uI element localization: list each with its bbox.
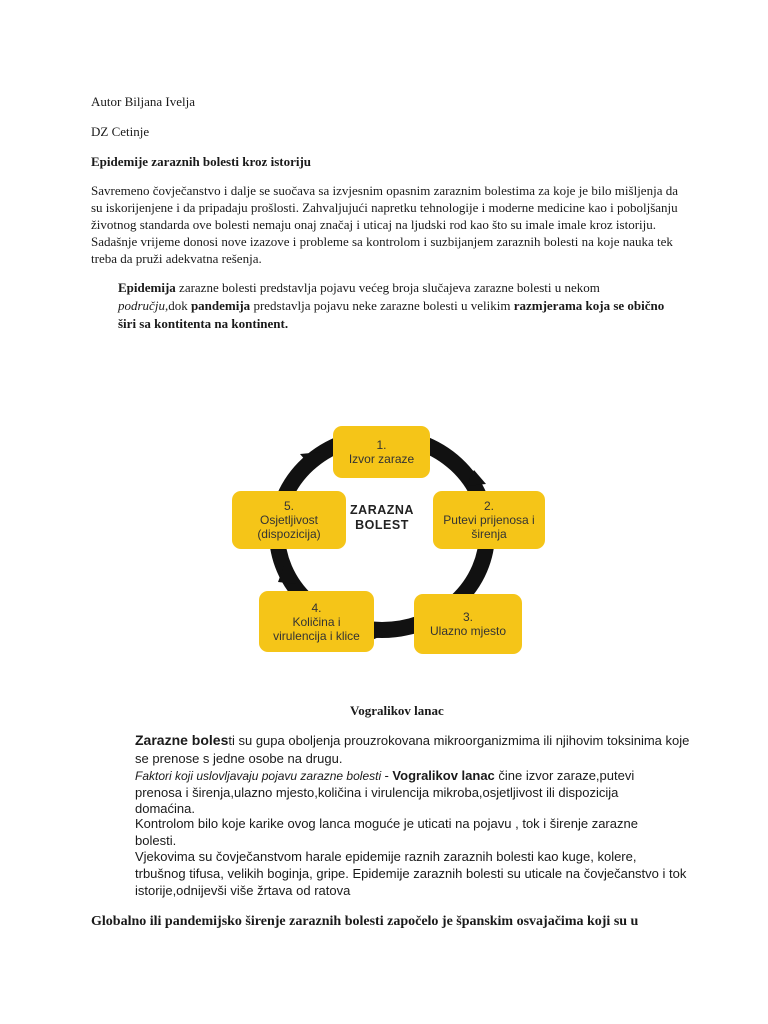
- step-label: Osjetljivost: [259, 513, 318, 527]
- step-2-box: [433, 491, 545, 549]
- step-label: virulencija i klice: [273, 628, 360, 643]
- step-label: Ulazno mjesto: [429, 624, 507, 638]
- term-razmjerama: razmjerama koja se obično: [513, 298, 665, 313]
- body-line: bolesti.: [135, 833, 177, 848]
- step-label: Količina i: [292, 614, 341, 629]
- body-line: istorije,odnijevši više žrtava od ratova: [135, 883, 351, 898]
- step-label: Izvor zaraze: [348, 452, 415, 466]
- step-number: 1.: [376, 438, 387, 452]
- section-heading: Globalno ili pandemijsko širenje zaraznih bolesti započelo je španskim osvajačima koji su u: [91, 914, 639, 929]
- author-line: Autor Biljana Ivelja: [91, 94, 195, 109]
- center-label-line: ZARAZNA: [350, 503, 414, 517]
- body-text: čine izvor zaraze,putevi: [494, 768, 635, 783]
- step-3-box: [414, 594, 522, 654]
- step-number: 5.: [283, 499, 294, 513]
- factors-italic: Faktori koji uslovljavaju pojavu zarazne bolesti: [135, 769, 385, 783]
- document-title: Epidemije zaraznih bolesti kroz istoriju: [91, 154, 312, 169]
- step-number: 3.: [462, 610, 473, 624]
- intro-line: životnog standarda ove bolesti nemaju onaj značaj i uticaj na ljudski rod kao što su imale imale kroz istoriju.: [91, 217, 656, 232]
- term-vogralikov-lanac: Vogralikov lanac: [392, 768, 495, 783]
- step-5-box: [232, 491, 346, 549]
- definition-text: zarazne bolesti predstavlja pojavu većeg broja slučajeva zarazne bolesti u nekom: [175, 280, 600, 295]
- body-line: se prenose s jedne osobe na drugu.: [135, 751, 343, 766]
- step-label: Putevi prijenosa i: [443, 513, 535, 527]
- step-1-box: [333, 426, 430, 478]
- step-label: širenja: [471, 527, 507, 541]
- intro-line: treba da pruži adekvatna rešenja.: [91, 251, 262, 266]
- step-label: (dispozicija): [257, 527, 321, 541]
- organization-line: DZ Cetinje: [91, 124, 150, 139]
- body-line: trbušnog tifusa, velikih boginja, gripe. Epidemije zaraznih bolesti su uticale na čovječanstvo i tok: [135, 866, 687, 881]
- body-text: -: [384, 768, 393, 783]
- intro-line: su iskorijenjene i da pripadaju prošlosti. Zahvaljujući napretku tehnologije i moderne medicine kao i poboljšanju: [91, 200, 678, 215]
- intro-line: Sadašnje vrijeme donosi nove izazove i probleme sa kontrolom i suzbijanjem zaraznih bolesti na koje nauka tek: [91, 234, 673, 249]
- center-label-line: BOLEST: [355, 518, 409, 532]
- definition-line: širi sa kontitenta na kontinent.: [118, 316, 289, 331]
- body-line: prenosa i širenja,ulazno mjesto,količina i virulencija mikroba,osjetljivost ili dispozicija: [135, 785, 619, 800]
- term-pandemija: pandemija: [190, 298, 251, 313]
- body-line: Vjekovima su čovječanstvom harale epidemije raznih zaraznih bolesti kao kuge, kolere,: [135, 849, 637, 864]
- step-number: 2.: [483, 499, 494, 513]
- body-line: [135, 732, 689, 749]
- diagram-caption: Vogralikov lanac: [350, 703, 444, 718]
- term-zarazne-bolesti: Zarazne boles: [135, 732, 229, 748]
- body-line: domaćina.: [135, 801, 195, 816]
- body-line: Kontrolom bilo koje karike ovog lanca moguće je uticati na pojavu , tok i širenje zarazne: [135, 816, 638, 831]
- intro-line: Savremeno čovječanstvo i dalje se suočava sa izvjesnim opasnim zaraznim bolestima za koje je bilo mišljenja da: [91, 183, 678, 198]
- body-text: ti su gupa oboljenja prouzrokovana mikroorganizmima ili njihovim toksinima koje: [228, 733, 690, 748]
- step-number: 4.: [311, 600, 322, 615]
- term-podrucju: području: [118, 298, 165, 313]
- term-epidemija: Epidemija: [118, 280, 176, 295]
- body-line: [135, 767, 634, 785]
- step-4-box: [259, 591, 374, 652]
- definition-text: predstavlja pojavu neke zarazne bolesti u velikim: [250, 298, 514, 313]
- definition-text: ,dok: [164, 298, 191, 313]
